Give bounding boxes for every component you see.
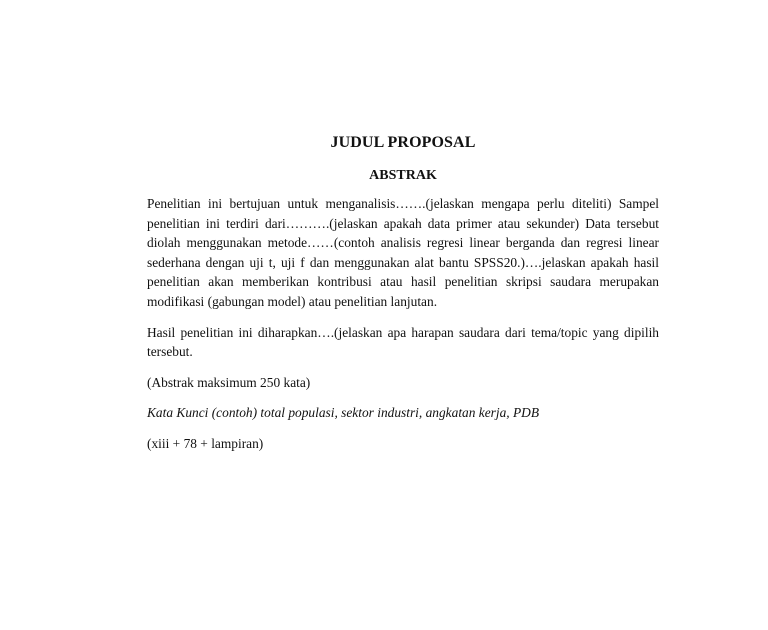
keywords-line: Kata Kunci (contoh) total populasi, sektor industri, angkatan kerja, PDB xyxy=(147,405,540,421)
document-page xyxy=(147,132,659,465)
abstract-paragraph-2: Hasil penelitian ini diharapkan….(jelaskan apa harapan saudara dari tema/topic yang dipilih tersebut. xyxy=(147,324,659,360)
abstract-heading: ABSTRAK xyxy=(369,168,437,183)
document-title: JUDUL PROPOSAL xyxy=(330,134,476,151)
page-count-note: (xiii + 78 + lampiran) xyxy=(147,435,264,451)
abstract-limit-note: (Abstrak maksimum 250 kata) xyxy=(147,374,311,390)
abstract-paragraph-1: Penelitian ini bertujuan untuk menganalisis…….(jelaskan mengapa perlu diteliti) Sampel penelitian ini terdiri dari……….(jelaskan apakah data primer atau sekunder) Data tersebut diolah menggunakan metode……(contoh analisis regresi linear berganda dan regresi linear sederhana dengan uji t, uji f dan menggunakan alat bantu SPSS20.)….jelaskan apakah hasil penelitian akan memberikan kontribusi atau hasil penelitian skripsi saudara merupakan modifikasi (gabungan model) atau penelitian lanjutan. xyxy=(147,196,659,309)
